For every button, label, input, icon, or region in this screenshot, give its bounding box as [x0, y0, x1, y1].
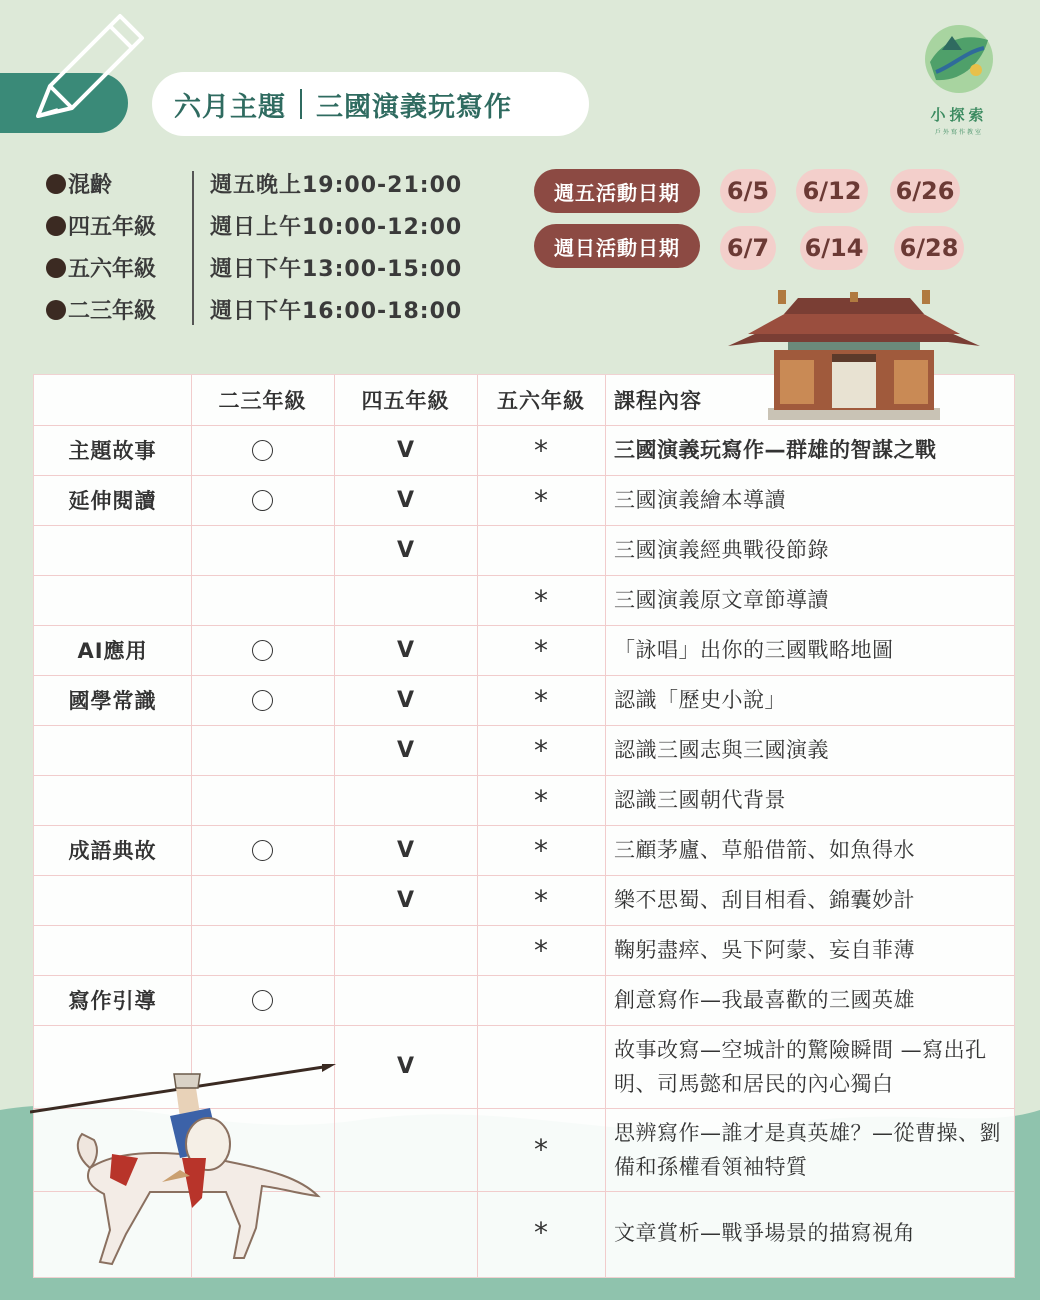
course-content-text: 認識三國朝代背景 [614, 788, 786, 812]
grade-mark-cell [191, 575, 334, 625]
pencil-icon [20, 8, 155, 128]
course-content-text: 思辨寫作—誰才是真英雄？—從曹操、劉備和孫權看領袖特質 [614, 1120, 1001, 1179]
row-category: 主題故事 [68, 439, 157, 463]
row-category [34, 725, 191, 775]
asterisk-mark: * [534, 683, 548, 717]
grade-mark-cell [334, 875, 477, 925]
logo-subtitle: 戶外寫作教室 [934, 129, 983, 136]
check-v-mark: V [396, 1054, 415, 1079]
course-content-text: 認識「歷史小說」 [614, 688, 786, 712]
circle-mark-icon [252, 440, 273, 461]
course-content-text: 「詠唱」出你的三國戰略地圖 [614, 638, 894, 662]
grade-mark-cell [191, 675, 334, 725]
grade-mark-cell [477, 775, 605, 825]
grade-mark-cell [334, 925, 477, 975]
course-content-text: 三國演義繪本導讀 [614, 488, 786, 512]
asterisk-mark: * [534, 783, 548, 817]
grade-mark-cell [191, 875, 334, 925]
row-category [34, 875, 191, 925]
table-column-divider [605, 375, 606, 1277]
grade-mark-cell [191, 475, 334, 525]
bullet-dot [46, 216, 66, 236]
schedule-row [46, 248, 486, 288]
row-category: 延伸閱讀 [68, 489, 157, 513]
check-v-mark: V [396, 687, 415, 713]
grade-mark-cell [191, 925, 334, 975]
asterisk-mark: * [534, 1133, 548, 1166]
bullet-dot [46, 300, 66, 320]
asterisk-mark: * [534, 483, 548, 517]
schedule-group: 混齡 [46, 168, 112, 199]
schedule-group: 五六年級 [46, 252, 156, 283]
grade-mark-cell [477, 1108, 605, 1191]
circle-mark-icon [252, 690, 273, 711]
schedule-group: 二三年級 [46, 294, 156, 325]
grade-mark-cell [334, 575, 477, 625]
schedule-row [46, 164, 486, 204]
friday-dates-label: 週五活動日期 [534, 169, 700, 213]
grade-mark-cell [334, 1108, 477, 1191]
grade-mark-cell [334, 425, 477, 475]
grade-mark-cell [477, 575, 605, 625]
grade-mark-cell [477, 925, 605, 975]
check-v-mark: V [396, 487, 415, 513]
course-content-text: 故事改寫—空城計的驚險瞬間 —寫出孔明、司馬懿和居民的內心獨白 [614, 1037, 987, 1096]
grade-mark-cell [334, 725, 477, 775]
asterisk-mark: * [534, 833, 548, 867]
grade-mark-cell [477, 425, 605, 475]
schedule-time: 週五晚上19:00-21:00 [210, 173, 463, 198]
row-category: 國學常識 [68, 689, 157, 713]
page-title [152, 72, 589, 136]
grade-mark-cell [334, 825, 477, 875]
row-category [34, 775, 191, 825]
row-category [34, 925, 191, 975]
asterisk-mark: * [534, 1216, 548, 1249]
schedule-time: 週日下午16:00-18:00 [210, 299, 463, 324]
grade-mark-cell [477, 525, 605, 575]
row-category: 成語典故 [68, 839, 157, 863]
check-v-mark: V [396, 537, 415, 563]
course-content-text: 三國演義玩寫作—群雄的智謀之戰 [614, 438, 937, 462]
friday-date-pill: 6/12 [796, 169, 868, 213]
row-category: AI應用 [77, 639, 148, 663]
grade-mark-cell [477, 675, 605, 725]
grade-mark-cell [334, 1025, 477, 1108]
sunday-date-pill: 6/28 [894, 226, 964, 270]
grade-mark-cell [191, 975, 334, 1025]
circle-mark-icon [252, 990, 273, 1011]
course-content-text: 創意寫作—我最喜歡的三國英雄 [614, 988, 915, 1012]
asterisk-mark: * [534, 433, 548, 467]
row-category [34, 525, 191, 575]
grade-mark-cell [477, 1025, 605, 1108]
grade-mark-cell [477, 725, 605, 775]
grade-mark-cell [334, 675, 477, 725]
grade-mark-cell [334, 775, 477, 825]
sunday-dates-label: 週日活動日期 [534, 224, 700, 268]
table-header-cell: 二三年級 [218, 389, 307, 413]
table-header-cell: 四五年級 [361, 389, 450, 413]
table-header-cell: 課程內容 [614, 389, 702, 413]
circle-mark-icon [252, 490, 273, 511]
circle-mark-icon [252, 840, 273, 861]
schedule-row [46, 206, 486, 246]
grade-mark-cell [477, 875, 605, 925]
grade-mark-cell [334, 525, 477, 575]
check-v-mark: V [396, 437, 415, 463]
course-content-text: 鞠躬盡瘁、吳下阿蒙、妄自菲薄 [614, 938, 915, 962]
cavalry-rider-illustration [30, 1058, 340, 1270]
grade-mark-cell [477, 1191, 605, 1274]
grade-mark-cell [334, 1191, 477, 1274]
friday-date-pill: 6/5 [720, 169, 776, 213]
title-course-name: 三國演義玩寫作 [316, 91, 512, 123]
grade-mark-cell [191, 725, 334, 775]
schedule-group: 四五年級 [46, 210, 156, 241]
check-v-mark: V [396, 837, 415, 863]
friday-date-pill: 6/26 [890, 169, 960, 213]
course-content-text: 三國演義原文章節導讀 [614, 588, 829, 612]
grade-mark-cell [334, 475, 477, 525]
grade-mark-cell [191, 825, 334, 875]
asterisk-mark: * [534, 933, 548, 967]
grade-mark-cell [477, 625, 605, 675]
check-v-mark: V [396, 637, 415, 663]
check-v-mark: V [396, 737, 415, 763]
schedule-time: 週日上午10:00-12:00 [210, 215, 463, 240]
asterisk-mark: * [534, 883, 548, 917]
bullet-dot [46, 174, 66, 194]
logo-name: 小探索 [930, 106, 988, 124]
schedule-divider [192, 171, 194, 325]
brand-logo [918, 22, 1000, 137]
asterisk-mark: * [534, 583, 548, 617]
circle-mark-icon [252, 640, 273, 661]
course-content-text: 三國演義經典戰役節錄 [614, 538, 829, 562]
grade-mark-cell [191, 775, 334, 825]
schedule-time: 週日下午13:00-15:00 [210, 257, 463, 282]
grade-mark-cell [191, 625, 334, 675]
course-content-text: 認識三國志與三國演義 [614, 738, 829, 762]
grade-mark-cell [477, 975, 605, 1025]
grade-mark-cell [334, 625, 477, 675]
row-category: 寫作引導 [68, 989, 157, 1013]
sunday-date-pill: 6/14 [800, 226, 868, 270]
course-content-text: 樂不思蜀、刮目相看、錦囊妙計 [614, 888, 915, 912]
schedule-row [46, 290, 486, 330]
grade-mark-cell [477, 825, 605, 875]
grade-mark-cell [191, 425, 334, 475]
grade-mark-cell [191, 525, 334, 575]
course-content-text: 三顧茅廬、草船借箭、如魚得水 [614, 838, 915, 862]
asterisk-mark: * [534, 733, 548, 767]
grade-mark-cell [334, 975, 477, 1025]
row-category [34, 575, 191, 625]
asterisk-mark: * [534, 633, 548, 667]
grade-mark-cell [477, 475, 605, 525]
bullet-dot [46, 258, 66, 278]
logo-leaf-icon [922, 22, 996, 96]
check-v-mark: V [396, 887, 415, 913]
sunday-date-pill: 6/7 [720, 226, 776, 270]
title-month-theme: 六月主題 [174, 91, 286, 123]
temple-illustration [728, 290, 980, 422]
title-separator [300, 89, 302, 119]
course-content-text: 文章賞析—戰爭場景的描寫視角 [614, 1220, 915, 1245]
table-header-cell: 五六年級 [497, 389, 585, 413]
